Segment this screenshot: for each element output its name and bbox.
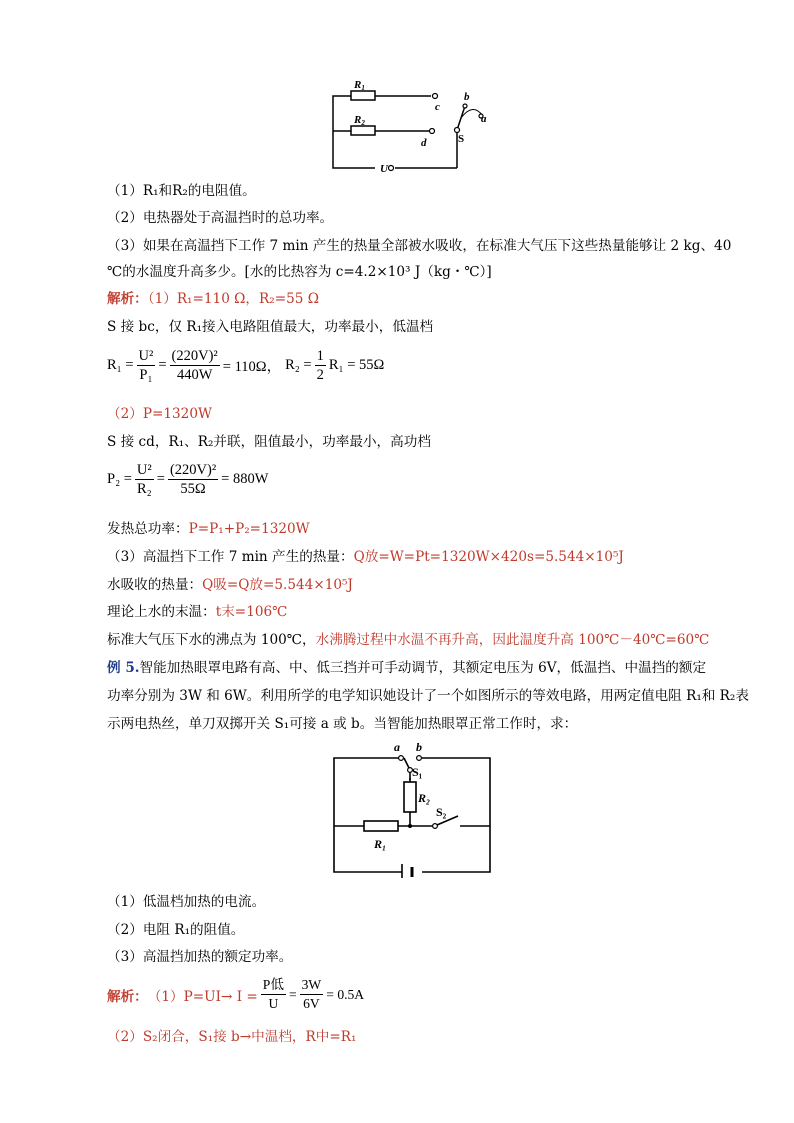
label-u: U: [380, 163, 388, 174]
eq2-fraction-2: $\frac{\text{(220V)²}}{55\Omega}$: [169, 462, 217, 497]
label-r1: R1: [354, 79, 365, 92]
example-5-line-2: 功率分别为 3W 和 6W。利用所学的电学知识她设计了一个如图所示的等效电路，用两定值电阻 R₁和 R₂表: [107, 688, 749, 704]
eq3-fraction-1: $\frac{\text{P低}}{U}$: [262, 977, 284, 1011]
example-5-line-1: 例 5.智能加热眼罩电路有高、中、低三挡并可手动调节，其额定电压为 6V，低温挡、中温挡的额定: [107, 660, 707, 676]
resistor-r1-symbol: [351, 91, 375, 100]
answer-2-explanation: S 接 cd，R₁、R₂并联，阻值最小，功率最小，高功档: [107, 434, 431, 450]
resistor-r2-symbol: [351, 126, 375, 135]
label-s1: S₁: [412, 765, 423, 779]
label-b: b: [416, 740, 422, 754]
label-d: d: [421, 137, 427, 149]
ex5-question-3: （3）高温挡加热的额定功率。: [107, 949, 293, 965]
eq1-fraction-half: $\frac{1}{2}$: [316, 348, 324, 383]
answer-1-explanation: S 接 bc，仅 R₁接入电路阻值最大，功率最小，低温档: [107, 319, 434, 335]
eq3-fraction-2: $\frac{3W}{6V}$: [301, 977, 322, 1011]
question-3-line-1: （3）如果在高温挡下工作 7 min 产生的热量全部被水吸收，在标准大气压下这些热量能够让 2 kg、40: [107, 238, 732, 254]
label-a: a: [481, 113, 487, 125]
label-r1: R₁: [374, 837, 387, 851]
circuit-diagram-1: [325, 78, 495, 174]
answer-3-heat: （3）高温挡下工作 7 min 产生的热量：Q放=W=Pt=1320W×420s=5.544×10⁵J: [107, 549, 624, 565]
example-5-label: 例 5.: [107, 660, 140, 676]
answer-3-boiling: 标准大气压下水的沸点为 100℃，水沸腾过程中水温不再升高，因此温度升高 100℃－40℃=60℃: [107, 632, 710, 648]
resistor-r2-symbol: [404, 782, 416, 812]
total-power: 发热总功率：P=P₁+P₂=1320W: [107, 521, 310, 537]
eq1-fraction-2: $\frac{\text{(220V)²}}{440W}$: [171, 348, 218, 383]
ex5-question-1: （1）低温档加热的电流。: [107, 894, 266, 910]
label-s: S: [458, 133, 465, 145]
label-a: a: [394, 740, 400, 754]
answer-3-absorbed: 水吸收的热量：Q吸=Q放=5.544×10⁵J: [107, 577, 353, 593]
eq1-fraction-1: $\frac{\text{U²}}{\text{P₁}}$: [138, 348, 154, 383]
label-r2: R2: [354, 114, 365, 127]
eq1-lhs: R₁ =: [107, 357, 134, 373]
equation-3: 解析： （1）P=UI→ I = $\frac{\text{P低}}{U}$ = $\frac{3W}{6V}$ = 0.5A: [107, 977, 365, 1011]
equation-2: P₂ = $\frac{\text{U²}}{\text{R₂}}$ = $\frac{\text{(220V)²}}{55\Omega}$ = 880W: [107, 462, 269, 497]
question-3-line-2: ℃的水温度升高多少。[水的比热容为 c=4.2×10³ J（kg・℃）]: [107, 264, 492, 280]
ex5-answer-2: （2）S₂闭合，S₁接 b→中温档，R中=R₁: [107, 1029, 357, 1045]
eq1-result-1: = 110Ω，: [222, 359, 282, 375]
eq2-fraction-1: $\frac{\text{U²}}{\text{R₂}}$: [136, 462, 152, 497]
analysis-label: 解析：: [107, 291, 148, 307]
label-r2: R₂: [418, 791, 431, 805]
label-s2: S₂: [436, 805, 447, 819]
ex5-question-2: （2）电阻 R₁的阻值。: [107, 922, 245, 938]
label-c: c: [435, 101, 440, 113]
eq1-lhs-2: R₂ =: [285, 357, 312, 373]
circuit-diagram-2: [330, 740, 496, 878]
answer-3-final-temp: 理论上水的末温：t末=106℃: [107, 604, 288, 620]
label-b: b: [464, 91, 470, 103]
answer-1: [107, 290, 319, 308]
answer-1-text: （1）R₁=110 Ω，R₂=55 Ω: [147, 291, 319, 307]
resistor-r1-symbol: [364, 821, 398, 831]
eq3-result: = 0.5A: [326, 986, 365, 1002]
answer-2: （2）P=1320W: [107, 406, 212, 422]
eq2-result: = 880W: [221, 471, 269, 487]
eq1-result-2: R₁ = 55Ω: [328, 357, 385, 373]
question-1: （1）R₁和R₂的电阻值。: [107, 183, 256, 199]
question-2: （2）电热器处于高温挡时的总功率。: [107, 210, 334, 226]
example-5-line-3: 示两电热丝，单刀双掷开关 S₁可接 a 或 b。当智能加热眼罩正常工作时，求：: [107, 716, 578, 732]
equation-1: R₁ = $\frac{\text{U²}}{\text{P₁}}$ = $\frac{\text{(220V)²}}{440W}$ = 110Ω， R₂ = $\frac{1}{2}$ R₁ = 55Ω: [107, 348, 385, 383]
